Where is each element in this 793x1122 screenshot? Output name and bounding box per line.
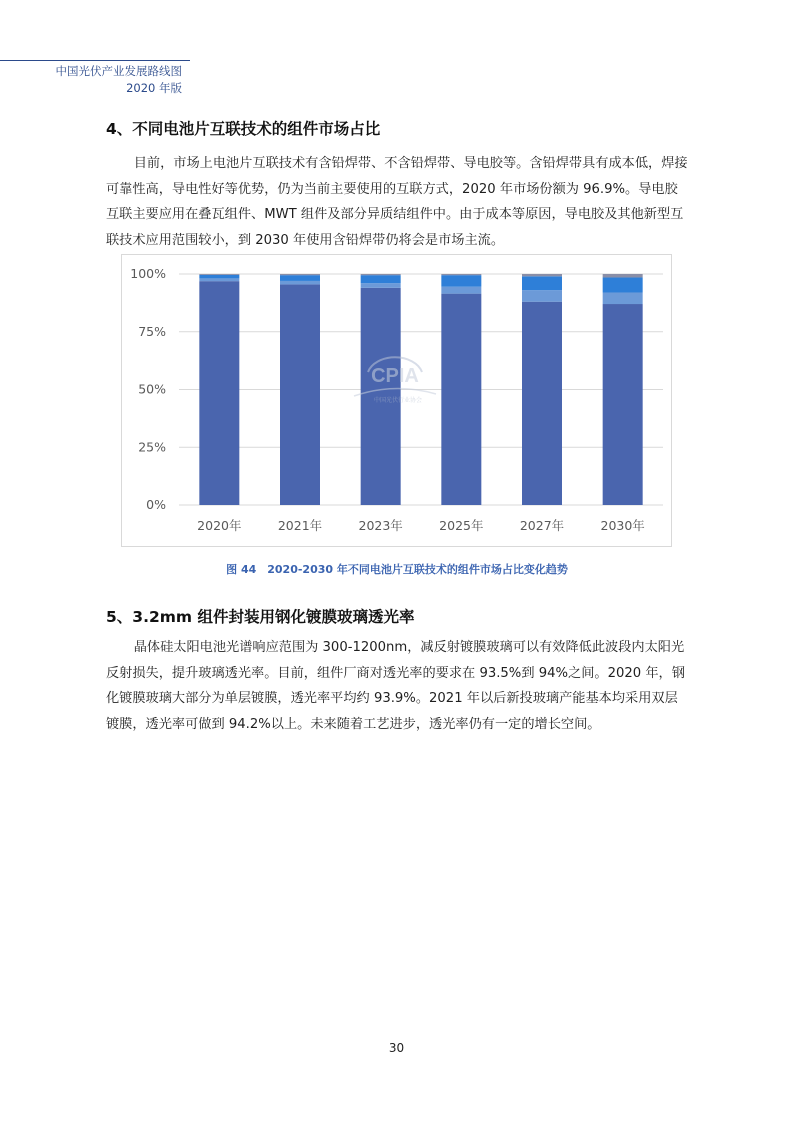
x-tick-label: 2030年 bbox=[600, 518, 645, 533]
x-tick-label: 2020年 bbox=[197, 518, 242, 533]
bar-segment-s3 bbox=[280, 275, 320, 281]
bar-segment-s2 bbox=[280, 281, 320, 284]
figure-caption: 图 44 2020-2030 年不同电池片互联技术的组件市场占比变化趋势 bbox=[226, 563, 568, 576]
header-title: 中国光伏产业发展路线图 bbox=[55, 64, 182, 78]
bar-segment-s1 bbox=[522, 302, 562, 505]
watermark-subtext: 中国光伏行业协会 bbox=[373, 397, 423, 404]
y-tick-label: 50% bbox=[138, 381, 166, 397]
page-number: 30 bbox=[388, 1041, 405, 1055]
x-tick-label: 2025年 bbox=[439, 518, 484, 533]
x-tick-label: 2021年 bbox=[277, 518, 323, 533]
bar-segment-s3 bbox=[441, 275, 481, 287]
bar-segment-s4 bbox=[441, 274, 481, 275]
bar-segment-s3 bbox=[603, 277, 643, 292]
section5-paragraph: 晶体硅太阳电池光谱响应范围为 300-1200nm，减反射镀膜玻璃可以有效降低此波段内太阳光反射损失，提升玻璃透光率。目前，组件厂商对透光率的要求在 93.5%到 94%之间。2020 年，钢化镀膜玻璃大部分为单层镀膜，透光率平均约 93.9%。2021 年以后新投玻璃产能基本均采用双层镀膜，透光率可做到 94.2%以上。未来随着工艺进步，透光率仍有一定的增长空间。 bbox=[106, 640, 685, 732]
bar-segment-s1 bbox=[280, 284, 320, 505]
bar-segment-s3 bbox=[522, 276, 562, 290]
bar-segment-s1 bbox=[603, 304, 643, 505]
bar-segment-s2 bbox=[603, 292, 643, 304]
bar-segment-s4 bbox=[199, 274, 239, 275]
bar-segment-s4 bbox=[603, 274, 643, 277]
bar-segment-s2 bbox=[441, 287, 481, 294]
bar-segment-s4 bbox=[280, 274, 320, 275]
header-edition: 2020 年版 bbox=[126, 81, 182, 95]
section4-paragraph: 目前，市场上电池片互联技术有含铅焊带、不含铅焊带、导电胶等。含铅焊带具有成本低，焊接可靠性高，导电性好等优势，仍为当前主要使用的互联方式，2020 年市场份额为 96.9%。导电胶互联主要应用在叠瓦组件、MWT 组件及部分异质结组件中。由于成本等原因，导电胶及其他新型互联技术应用范围较小，到 2030 年使用含铅焊带仍将会是市场主流。 bbox=[106, 156, 688, 248]
bar-segment-s3 bbox=[199, 275, 239, 278]
bar-segment-s4 bbox=[522, 274, 562, 276]
y-tick-label: 0% bbox=[146, 497, 166, 512]
watermark-text: CPIA bbox=[371, 365, 419, 387]
header-rule bbox=[0, 60, 190, 61]
section5-heading: 5、3.2mm 组件封装用钢化镀膜玻璃透光率 bbox=[106, 608, 415, 626]
bar-segment-s3 bbox=[361, 275, 401, 283]
section4-heading: 4、不同电池片互联技术的组件市场占比 bbox=[106, 120, 381, 138]
bar-segment-s2 bbox=[361, 283, 401, 288]
y-tick-label: 25% bbox=[138, 439, 166, 455]
y-tick-label: 100% bbox=[130, 266, 166, 281]
y-tick-label: 75% bbox=[138, 323, 166, 339]
x-tick-label: 2023年 bbox=[358, 518, 403, 533]
x-tick-label: 2027年 bbox=[519, 518, 565, 533]
bar-segment-s4 bbox=[361, 274, 401, 275]
bar-segment-s1 bbox=[199, 281, 239, 505]
bar-segment-s2 bbox=[522, 290, 562, 302]
bar-segment-s1 bbox=[441, 294, 481, 505]
bar-segment-s2 bbox=[199, 278, 239, 281]
cpia-watermark-logo bbox=[350, 352, 440, 412]
watermark-swoosh bbox=[354, 388, 436, 396]
